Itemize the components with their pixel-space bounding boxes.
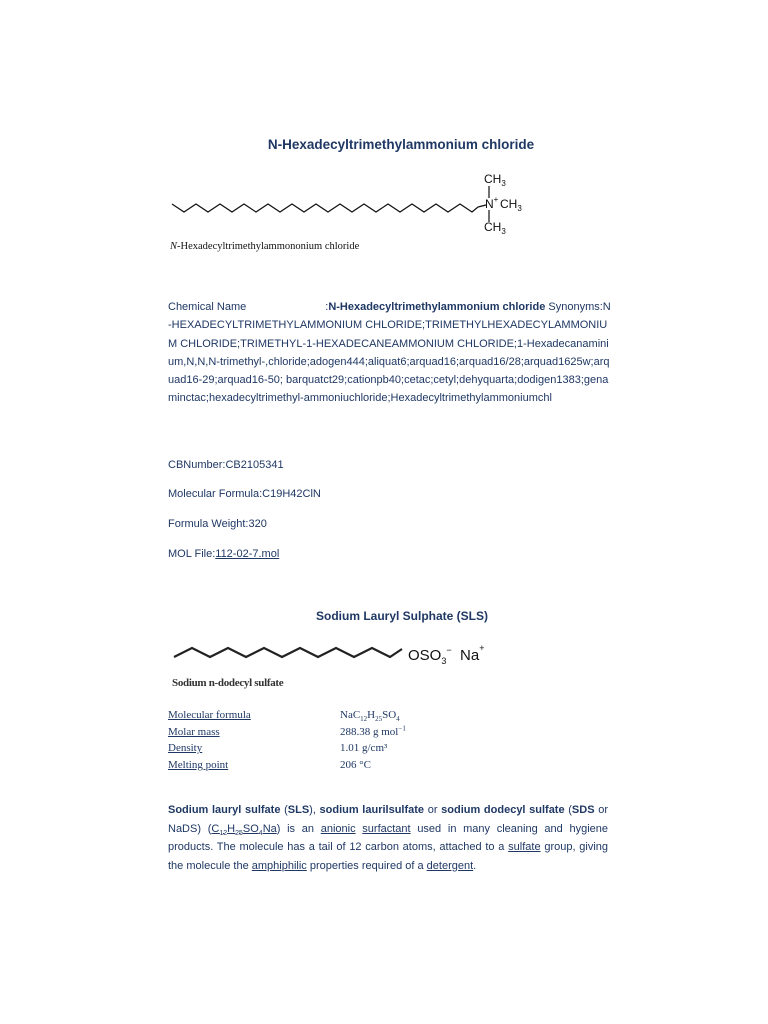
ch3-top-label: $CH_3$ (484, 172, 506, 188)
sls-properties-table (168, 709, 406, 775)
sls-structure-caption: Sodium n-dodecyl sulfate (172, 677, 284, 689)
chemical-name-value: N-Hexadecyltrimethylammonium chloride (328, 301, 546, 313)
synonyms-text: Synonyms:N-HEXADECYLTRIMETHYLAMMONIUM CHLORIDE;TRIMETHYLHEXADECYLAMMONIUM CHLORIDE;TRIMETHYL-1-HEXADECANEAMMONIUM CHLORIDE;1-Hexadecanaminium,N,N,N-trimethyl-,chloride;adogen444;aliquat6;arquad16;arquad16/28;arquad1625w;arquad16-29;arquad16-50; barquatct29;cationpb40;cetac;cetyl;dehyquarta;dodigen1383;genaminctac;hexadecyltrimethyl-ammoniuchloride;Hexadecyltrimethylammoniumchl (168, 301, 611, 405)
table-row (168, 726, 406, 743)
cetyl-structure-caption: N-Hexadecyltrimethylammononium chloride (170, 241, 360, 252)
mol-file: MOL File:112-02-7.mol (168, 548, 280, 560)
surfactant-link[interactable]: surfactant (362, 822, 411, 835)
sls-title: Sodium Lauryl Sulphate (SLS) (315, 609, 488, 623)
chemical-name-label: Chemical Name (168, 301, 247, 313)
sulfate-link[interactable]: sulfate (508, 841, 541, 853)
table-row (168, 759, 406, 776)
anionic-link[interactable]: anionic (320, 822, 356, 835)
table-row (168, 709, 406, 726)
mol-file-link[interactable]: 112-02-7.mol (215, 548, 280, 560)
molecular-formula: Molecular Formula:C19H42ClN (168, 488, 321, 500)
chemical-name-block: Chemical Name :N-Hexadecyltrimethylammonium chloride Synonyms:N-HEXADECYLTRIMETHYLAMMONIUM CHLORIDE;TRIMETHYLHEXADECYLAMMONIUM CHLORIDE;TRIMETHYL-1-HEXADECANEAMMONIUM CHLORIDE;1-Hexadecanaminium,N,N,N-trimethyl-,chloride;adogen444;aliquat6;arquad16;arquad16/28;arquad1625w;arquad16-29;arquad16-50; barquatct29;cationpb40;cetac;cetyl;dehyquarta;dodigen1383;genaminctac;hexadecyltrimethyl-ammoniuchloride;Hexadecyltrimethylammoniumchl (168, 301, 611, 405)
table-row (168, 742, 406, 759)
prop-value: 288.38 g mol$^{-1}$ (340, 723, 406, 738)
alkyl-chain (172, 204, 478, 212)
prop-value: $NaC_{12}H_{25}SO_4$ (340, 709, 400, 724)
sls-description: Sodium lauryl sulfate (SLS), sodium laurilsulfate or sodium dodecyl sulfate (SDS or NaDS) $(C_{12}H_{25}SO_4Na)$ is an anionic surfactant used in many cleaning and hygiene products. The molecule has a tail of 12 carbon atoms, attached to a sulfate group, giving the molecule the amphiphilic properties required of a detergent. (168, 804, 609, 872)
amphiphilic-link[interactable]: amphiphilic (251, 859, 307, 872)
prop-key-link[interactable]: Density (168, 742, 203, 754)
cbnumber: CBNumber:CB2105341 (168, 459, 284, 471)
sls-structure-diagram (170, 635, 500, 675)
prop-key-link[interactable]: Molar mass (168, 725, 220, 738)
cetyl-structure-diagram (168, 165, 548, 240)
dodecyl-chain (174, 648, 402, 657)
ch3-bottom-label: $CH_3$ (484, 220, 506, 236)
prop-value: 206 °C (340, 758, 371, 771)
formula-weight: Formula Weight:320 (168, 518, 267, 530)
prop-value: 1.01 g/cm³ (340, 742, 388, 754)
prop-key-link[interactable]: Melting point (168, 758, 229, 771)
prop-key-link[interactable]: Molecular formula (168, 709, 251, 721)
ch3-right-label: $CH_3$ (500, 197, 522, 213)
na-label: Na+ (460, 643, 485, 664)
formula-link[interactable]: $C_{12}H_{25}SO_4Na$ (211, 822, 277, 837)
cetyl-title: N-Hexadecyltrimethylammonium chloride (267, 137, 535, 152)
n-plus-label: N+ (485, 195, 499, 211)
oso3-label: $OSO_3^-$ (408, 645, 452, 666)
detergent-link[interactable]: detergent (426, 859, 474, 872)
